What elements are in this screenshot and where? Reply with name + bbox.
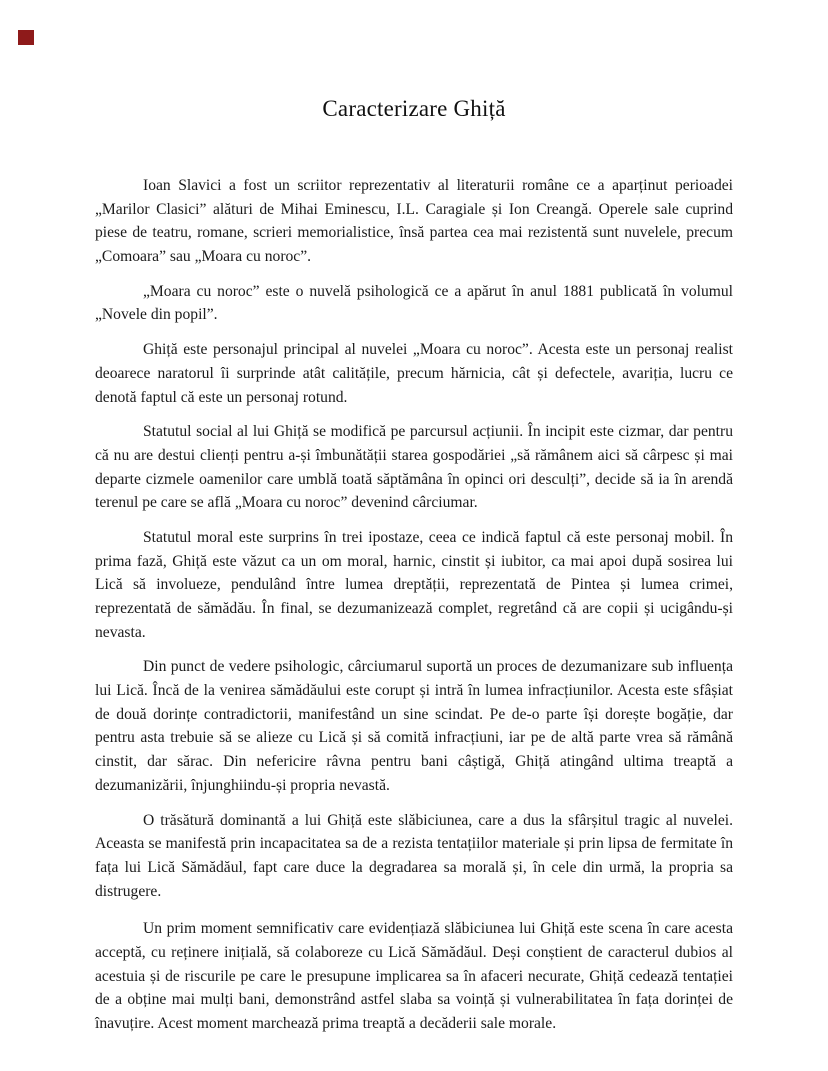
paragraph: Din punct de vedere psihologic, cârciumarul suportă un proces de dezumanizare sub influența lui Lică. Încă de la venirea sămădăului este corupt și intră în lumea infracțiunilor. Acesta este sfâșiat de două dorințe contradictorii, manifestând un sine scindat. Pe de-o parte își dorește bogăție, dar pentru asta trebuie să se alieze cu Lică și să comită infracțiuni, iar pe de altă parte vrea să rămână cinstit, dar sărac. Din nefericire râvna pentru bani câștigă, Ghiță atingând ultima treaptă a dezumanizării, înjunghiindu-și propria nevastă. <box>95 658 733 794</box>
corner-marker <box>18 30 34 45</box>
paragraph: Un prim moment semnificativ care evidențiază slăbiciunea lui Ghiță este scena în care acesta acceptă, cu reținere inițială, să colaboreze cu Lică Sămădăul. Deși conștient de caracterul dubios al acestuia și de riscurile pe care le presupune implicarea sa în afaceri necurate, Ghiță cedează tentației de a obține mai mulți bani, demonstrând astfel slaba sa voință și vulnerabilitatea în fața dorinței de înavuțire. Acest moment marchează prima treaptă a decăderii sale morale. <box>95 920 733 1032</box>
paragraph: Ghiță este personajul principal al nuvelei „Moara cu noroc”. Acesta este un personaj realist deoarece naratorul îi surprinde atât calitățile, precum hărnicia, cât și defectele, avariția, lucru ce denotă faptul că este un personaj rotund. <box>95 341 733 406</box>
document-title: Caracterizare Ghiță <box>322 96 506 121</box>
paragraph: O trăsătură dominantă a lui Ghiță este slăbiciunea, care a dus la sfârșitul tragic al nuvelei. Aceasta se manifestă prin incapacitatea sa de a rezista tentațiilor materiale și prin lipsa de fermitate în fața lui Lică Sămădăul, fapt care duce la degradarea sa morală și, în cele din urmă, la propria sa distrugere. <box>95 811 733 900</box>
paragraph: Ioan Slavici a fost un scriitor reprezentativ al literaturii române ce a aparținut perioadei „Marilor Clasici” alături de Mihai Eminescu, I.L. Caragiale și Ion Creangă. Operele sale cuprind piese de teatru, romane, scrieri memorialistice, însă partea cea mai rezistentă sunt nuvelele, precum „Comoara” sau „Moara cu noroc”. <box>95 177 733 266</box>
document-body <box>95 174 733 1036</box>
paragraph: Statutul moral este surprins în trei ipostaze, ceea ce indică faptul că este personaj mobil. În prima fază, Ghiță este văzut ca un om moral, harnic, cinstit și iubitor, ca mai apoi după sosirea lui Lică să involueze, pendulând între lumea dreptății, reprezentată de Pintea și lumea crimei, reprezentată de sămădău. În final, se dezumanizează complet, regretând că are copii și ucigându-și nevasta. <box>95 528 733 641</box>
paragraph: „Moara cu noroc” este o nuvelă psihologică ce a apărut în anul 1881 publicată în volumul „Novele din popil”. <box>95 282 733 324</box>
paragraph: Statutul social al lui Ghiță se modifică pe parcursul acțiunii. În incipit este cizmar, dar pentru că nu are destui clienți pentru a-și îmbunătății starea gospodăriei „să rămânem aici să cârpesc și mai departe cizmele oamenilor care umblă toată săptămâna în opinci ori desculți”, decide să ia în arendă terenul pe care se află „Moara cu noroc” devenind cârciumar. <box>95 423 733 512</box>
